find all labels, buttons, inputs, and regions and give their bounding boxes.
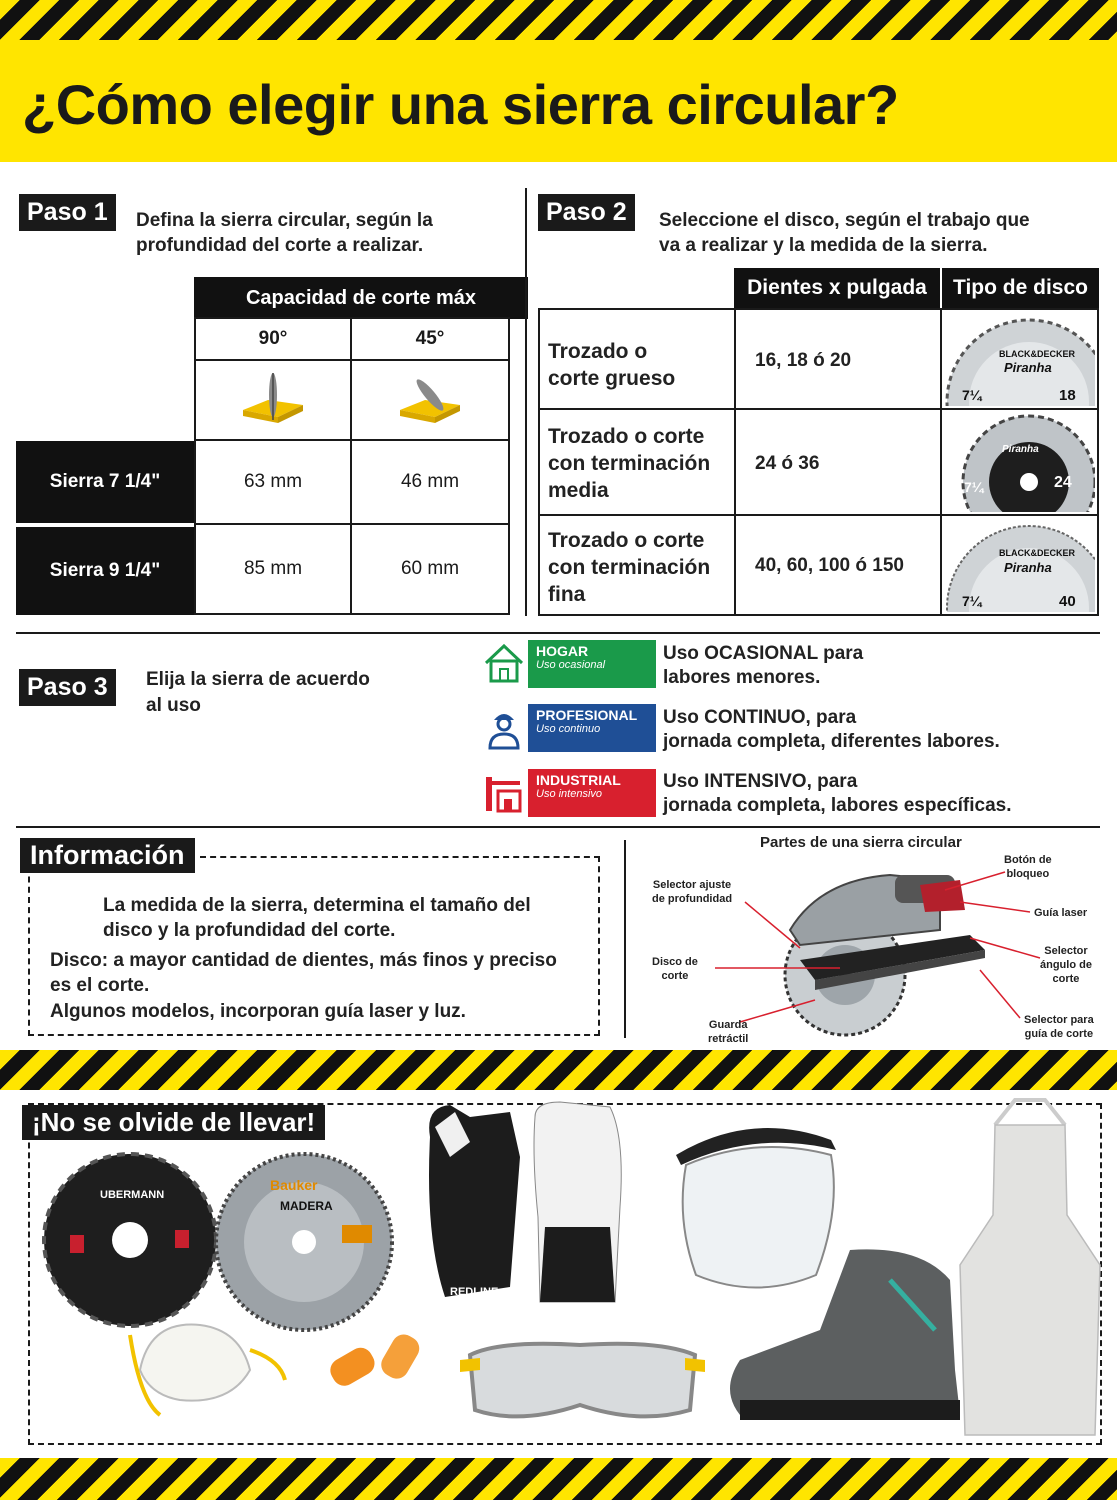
disc-teeth-2: 24 [1054, 474, 1072, 491]
disc-brand-3: BLACK&DECKER [999, 548, 1075, 558]
row-label-9: Sierra 9 1/4" [16, 527, 194, 615]
badge-industrial [528, 769, 656, 817]
house-icon [482, 641, 526, 685]
info-p2-1: Disco: a mayor cantidad de dientes, más finos y preciso [50, 950, 557, 971]
row-label-7: Sierra 7 1/4" [16, 441, 194, 523]
disc-teeth-1: 18 [1059, 387, 1076, 404]
disc-model-1: Piranha [1004, 360, 1052, 375]
work-gloves [410, 1097, 645, 1317]
label-disco [652, 955, 698, 983]
info-p1-2: disco y la profundidad del corte. [103, 920, 396, 941]
row9-45: 60 mm [350, 523, 510, 615]
hazard-stripe-bottom [0, 1458, 1117, 1500]
leather-apron [955, 1095, 1105, 1440]
label-gc-1: Selector para [1024, 1014, 1094, 1026]
label-selector-profundidad [652, 878, 732, 906]
hazard-stripe-middle [0, 1050, 1117, 1090]
paso2-tag: Paso 2 [538, 194, 635, 231]
madera-label: MADERA [280, 1199, 333, 1213]
label-gc-2: guía de corte [1024, 1028, 1094, 1040]
label-disco-2: corte [661, 970, 689, 982]
wood-cut-90-icon [238, 365, 308, 435]
worker-icon [482, 706, 526, 750]
cut-45-image [350, 359, 510, 441]
wood-cut-45-icon [395, 365, 465, 435]
disc-row-3-label-1: Trozado o corte [548, 529, 705, 552]
disc-model-2: Piranha [1002, 444, 1039, 455]
badge-industrial-sub: Uso intensivo [536, 788, 603, 800]
angle-45: 45° [350, 317, 510, 361]
safety-goggles [460, 1330, 705, 1430]
paso1-text-2: profundidad del corte a realizar. [136, 235, 424, 256]
paso3-text-2: al uso [146, 695, 201, 716]
label-angulo [1040, 944, 1092, 986]
use-hogar-2: labores menores. [663, 667, 821, 688]
ubermann-brand: UBERMANN [100, 1189, 165, 1201]
disc-row-2-label-2: con terminación [548, 452, 711, 475]
label-guia-corte [1024, 1013, 1094, 1041]
disc-teeth-3: 40 [1059, 593, 1076, 610]
paso1-tag: Paso 1 [19, 194, 116, 231]
capacity-header: Capacidad de corte máx [194, 277, 528, 319]
badge-hogar-sub: Uso ocasional [536, 659, 606, 671]
safety-boot [720, 1240, 970, 1430]
use-hogar-1: Uso OCASIONAL para [663, 643, 864, 664]
badge-profesional [528, 704, 656, 752]
badge-hogar [528, 640, 656, 688]
redline-brand: REDLINE [450, 1286, 499, 1298]
paso1-text-1: Defina la sierra circular, según la [136, 210, 433, 231]
label-guarda-2: retráctil [708, 1033, 749, 1045]
disc-size-2: 7¼ [964, 479, 984, 495]
cut-90-image [194, 359, 352, 441]
row7-45: 46 mm [350, 439, 510, 525]
label-disco-1: Disco de [652, 956, 698, 968]
paso3-text-1: Elija la sierra de acuerdo [146, 669, 370, 690]
info-p1-1: La medida de la sierra, determina el tamaño del [103, 895, 531, 916]
saw-disc-2 [944, 412, 1095, 512]
info-p3: Algunos modelos, incorporan guía laser y luz. [50, 1001, 466, 1022]
badge-hogar-name: HOGAR [536, 643, 589, 659]
label-angulo-3: corte [1052, 973, 1080, 985]
disc-row-1-label-1: Trozado o [548, 340, 648, 363]
badge-profesional-sub: Uso continuo [536, 723, 601, 735]
col-dientes: Dientes x pulgada [734, 268, 940, 308]
use-industrial-2: jornada completa, labores específicas. [663, 795, 1012, 816]
label-guarda-1: Guarda [708, 1019, 748, 1031]
saw-disc-3 [944, 518, 1095, 612]
label-angulo-1: Selector [1044, 945, 1088, 957]
ear-plugs [320, 1328, 440, 1418]
dust-mask [120, 1310, 295, 1425]
disc-row-1-label-2: corte grueso [548, 367, 676, 390]
paso3-tag: Paso 3 [19, 669, 116, 706]
disc-row-1-value: 16, 18 ó 20 [755, 350, 852, 371]
divider-2 [16, 826, 1100, 828]
disc-row-2-label-3: media [548, 479, 609, 502]
page-title: ¿Cómo elegir una sierra circular? [22, 73, 899, 136]
disc-model-3: Piranha [1004, 560, 1052, 575]
paso2-text-1: Seleccione el disco, según el trabajo que [659, 210, 1030, 231]
use-profesional-2: jornada completa, diferentes labores. [663, 731, 1000, 752]
label-angulo-2: ángulo de [1040, 959, 1092, 971]
label-sp-2: de profundidad [652, 893, 733, 905]
angle-90: 90° [194, 317, 352, 361]
partes-title: Partes de una sierra circular [760, 834, 962, 851]
disc-row-3-label-2: con terminación [548, 556, 711, 579]
divider-1 [16, 632, 1100, 634]
disc-size-3: 7¼ [962, 593, 982, 609]
info-p2-2: es el corte. [50, 975, 150, 996]
disc-brand-1: BLACK&DECKER [999, 349, 1075, 359]
use-industrial-1: Uso INTENSIVO, para [663, 771, 858, 792]
label-boton-2: bloqueo [1006, 868, 1050, 880]
row7-90: 63 mm [194, 439, 352, 525]
saw-disc-1 [944, 312, 1095, 406]
badge-industrial-name: INDUSTRIAL [536, 772, 621, 788]
label-guia [1034, 906, 1087, 920]
disc-row-3-label-3: fina [548, 583, 586, 606]
hazard-stripe-top [0, 0, 1117, 40]
label-boton [1004, 853, 1052, 881]
use-profesional-1: Uso CONTINUO, para [663, 707, 857, 728]
info-box-top [200, 856, 600, 858]
divider-steps [525, 188, 527, 616]
label-guia-1: Guía laser [1034, 907, 1088, 919]
bauker-brand: Bauker [270, 1177, 318, 1193]
label-guarda [708, 1018, 748, 1046]
paso2-text-2: va a realizar y la medida de la sierra. [659, 235, 988, 256]
saw-blade-madera [212, 1150, 397, 1335]
disc-row-2-value: 24 ó 36 [755, 453, 820, 474]
info-title: Información [20, 838, 195, 873]
saw-blade-ubermann [40, 1150, 220, 1330]
label-boton-1: Botón de [1004, 854, 1052, 866]
disc-row-2-label-1: Trozado o corte [548, 425, 705, 448]
row9-90: 85 mm [194, 523, 352, 615]
factory-icon [482, 771, 526, 815]
disc-size-1: 7¼ [962, 387, 982, 403]
label-sp-1: Selector ajuste [652, 879, 732, 891]
llevar-title: ¡No se olvide de llevar! [22, 1105, 325, 1140]
col-tipo: Tipo de disco [942, 268, 1099, 308]
divider-info [624, 840, 626, 1038]
disc-row-3-value: 40, 60, 100 ó 150 [755, 555, 904, 576]
badge-profesional-name: PROFESIONAL [536, 707, 638, 723]
